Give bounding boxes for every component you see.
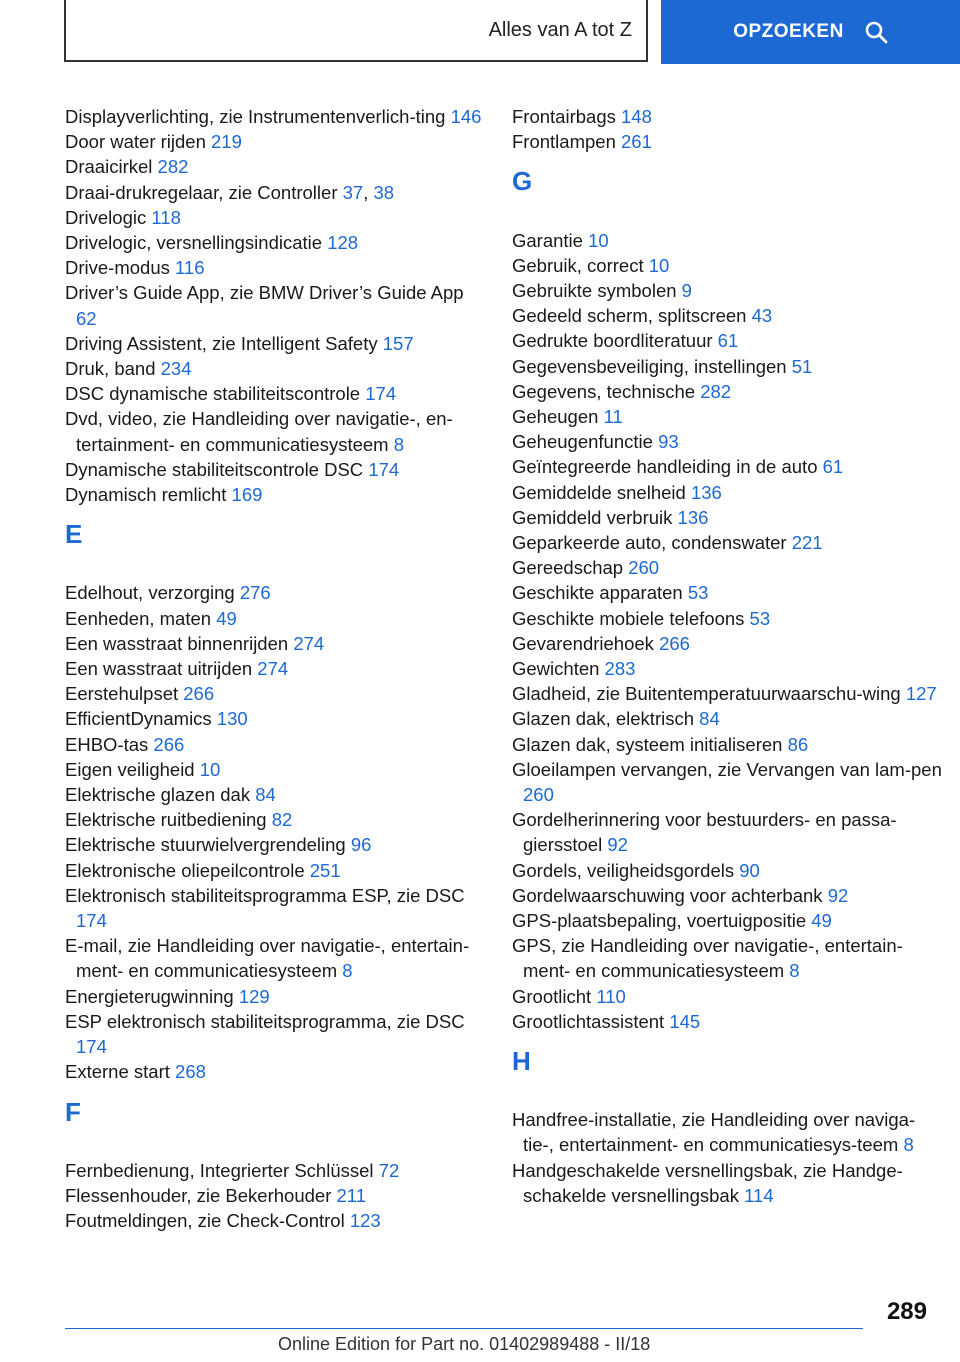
page-link[interactable]: 211: [336, 1184, 367, 1206]
index-entry: [65, 255, 485, 280]
page-link[interactable]: 174: [76, 910, 107, 932]
top-bar: [0, 0, 960, 66]
index-entry-text: Gevarendriehoek: [512, 632, 654, 654]
index-entry-text: Elektrische stuurwielvergrendeling: [65, 834, 346, 856]
page-link[interactable]: 174: [76, 1036, 107, 1058]
index-entry: [512, 883, 942, 908]
index-entry-text: Eigen veiligheid: [65, 758, 195, 780]
page-link[interactable]: 118: [151, 206, 181, 228]
index-entry: [512, 1158, 942, 1208]
page-link[interactable]: 49: [216, 607, 237, 629]
index-entry-text: Displayverlichting, zie Instrumentenverlich‐ting: [65, 106, 446, 127]
index-entry-text: Elektrische ruitbediening: [65, 809, 267, 831]
page-link[interactable]: 282: [700, 380, 732, 402]
index-entry-text: Dynamisch remlicht: [65, 484, 227, 506]
page-link[interactable]: 61: [822, 456, 844, 478]
index-entry-text: Handgeschakelde versnellingsbak, zie Handge‐schakelde versnellingsbak: [512, 1159, 903, 1206]
page-link[interactable]: 90: [739, 859, 760, 881]
index-entry: [65, 280, 485, 330]
index-entry: [65, 858, 485, 883]
index-entry-text: Fernbedienung, Integrierter Schlüssel: [65, 1159, 374, 1181]
index-entry: [512, 732, 942, 757]
index-entry-text: Draaicirkel: [65, 156, 153, 178]
index-entry: [65, 606, 485, 631]
index-entry: [512, 656, 942, 681]
index-entry-text: Draai-drukregelaar, zie Controller: [65, 181, 338, 203]
page-link[interactable]: 174: [368, 458, 400, 480]
index-entry: [512, 807, 942, 857]
page-link[interactable]: 274: [257, 658, 289, 680]
page-link[interactable]: 129: [238, 985, 270, 1007]
page-link[interactable]: 96: [350, 834, 372, 856]
index-entry: [65, 933, 485, 983]
index-entry: [512, 631, 942, 656]
index-entry: [512, 328, 942, 353]
index-section-letter: H: [512, 1046, 531, 1077]
footer-edition: Online Edition for Part no. 01402989488 - II/18: [278, 1334, 651, 1354]
index-entry-text: Frontlampen: [512, 131, 616, 153]
page-link[interactable]: 82: [271, 809, 293, 831]
index-entry: [512, 681, 942, 706]
page-link[interactable]: 174: [365, 383, 397, 405]
page-link[interactable]: 148: [621, 106, 652, 127]
index-entry: [512, 933, 942, 983]
index-entry-text: E-mail, zie Handleiding over navigatie-, entertain‐ment- en communicatiesysteem: [65, 935, 470, 982]
page-link[interactable]: 136: [677, 506, 709, 528]
index-entry-text: Drivelogic: [65, 206, 147, 228]
index-entry-text: Dvd, video, zie Handleiding over navigatie-, en‐tertainment- en communicatiesysteem: [65, 408, 453, 455]
index-entry-text: Drive-modus: [65, 257, 170, 279]
index-entry: [512, 379, 942, 404]
index-entry-text: Geschikte mobiele telefoons: [512, 607, 745, 629]
index-entry-text: Geheugenfunctie: [512, 431, 653, 453]
index-entry: [65, 580, 485, 605]
index-entry-text: Gedrukte boordliteratuur: [512, 330, 713, 352]
page-link[interactable]: 127: [905, 683, 937, 705]
page-link[interactable]: 10: [648, 254, 670, 276]
page-link[interactable]: 268: [175, 1061, 206, 1083]
page-link[interactable]: 53: [687, 582, 709, 604]
page-link[interactable]: 169: [231, 484, 263, 506]
index-entry-text: Druk, band: [65, 358, 156, 380]
index-entry-text: Gewichten: [512, 658, 600, 680]
index-entry-text: Gloeilampen vervangen, zie Vervangen van lam‐pen: [512, 758, 942, 780]
page-link[interactable]: 274: [293, 632, 325, 654]
page-link[interactable]: 8: [393, 433, 405, 455]
index-entry: [65, 482, 485, 507]
index-entry-text: Geschikte apparaten: [512, 582, 683, 604]
index-entry: [65, 984, 485, 1009]
page-link[interactable]: 86: [787, 733, 809, 755]
page-link[interactable]: 11: [603, 406, 623, 428]
page-link[interactable]: 62: [76, 307, 97, 329]
index-entry-text: Glazen dak, systeem initialiseren: [512, 733, 783, 755]
index-entry: [65, 205, 485, 230]
index-entry: [512, 984, 942, 1009]
index-entry: [512, 606, 942, 631]
index-entry-text: Gordels, veiligheidsgordels: [512, 859, 735, 881]
index-entry: [65, 356, 485, 381]
tab-alles-van-a-tot-z[interactable]: [64, 0, 648, 62]
page-link[interactable]: 61: [717, 330, 739, 352]
page-link[interactable]: 282: [157, 156, 189, 178]
index-entry-text: Eenheden, maten: [65, 607, 212, 629]
page-link[interactable]: 10: [199, 758, 221, 780]
index-entry: [512, 228, 942, 253]
index-entry-text: Een wasstraat uitrijden: [65, 658, 253, 680]
page-link[interactable]: 266: [183, 683, 215, 705]
tab-label: Alles van A tot Z: [488, 18, 632, 41]
index-entry: [65, 381, 485, 406]
page-link[interactable]: 49: [811, 910, 832, 932]
index-entry-text: Gordelwaarschuwing voor achterbank: [512, 884, 823, 906]
index-entry-text: Een wasstraat binnenrijden: [65, 632, 289, 654]
index-entry-text: Garantie: [512, 229, 583, 251]
index-entry-text: Geheugen: [512, 406, 599, 428]
page-link[interactable]: 136: [690, 481, 722, 503]
page-link[interactable]: 266: [153, 733, 185, 755]
index-entry: [512, 757, 942, 807]
index-entry-text: GPS-plaatsbepaling, voertuigpositie: [512, 910, 807, 932]
footer-divider: [65, 1328, 863, 1329]
index-entry-text: Gemiddeld verbruik: [512, 506, 673, 528]
index-entry: [65, 681, 485, 706]
index-entry: [65, 656, 485, 681]
page-link[interactable]: 260: [628, 557, 660, 579]
index-entry: [65, 631, 485, 656]
index-entry-text: Elektrische glazen dak: [65, 784, 251, 806]
page-link[interactable]: 276: [239, 582, 271, 604]
index-entry: [512, 404, 942, 429]
page-link[interactable]: 110: [596, 985, 626, 1007]
index-entry-text: Eerstehulpset: [65, 683, 179, 705]
page-number: 289: [886, 1298, 927, 1325]
page-link[interactable]: 146: [450, 106, 482, 127]
index-entry: [512, 580, 942, 605]
page-link[interactable]: 84: [255, 784, 276, 806]
index-entry-text: Elektronische oliepeilcontrole: [65, 859, 305, 881]
page-link[interactable]: 8: [903, 1134, 914, 1156]
index-entry: [512, 429, 942, 454]
index-entry: [65, 1009, 485, 1059]
page-link[interactable]: 93: [658, 431, 679, 453]
index-entry: [512, 1107, 942, 1157]
index-entry-text: Elektronisch stabiliteitsprogramma ESP, zie DSC: [65, 884, 465, 906]
index-entry: [65, 832, 485, 857]
index-entry: [65, 406, 485, 456]
index-entry: [512, 354, 942, 379]
index-entry-text: Gedeeld scherm, splitscreen: [512, 305, 747, 327]
index-section-letter: G: [512, 166, 533, 197]
index-entry: [65, 104, 485, 129]
index-entry: [65, 331, 485, 356]
index-entry-text: Grootlicht: [512, 985, 592, 1007]
page-link[interactable]: 8: [342, 960, 353, 982]
page-link[interactable]: 116: [175, 257, 205, 279]
index-entry-text: Gladheid, zie Buitentemperatuurwaarschu‐wing: [512, 683, 901, 705]
index-entry: [512, 104, 942, 129]
page-link[interactable]: 92: [827, 884, 849, 906]
index-column-right: [512, 104, 942, 1208]
index-entry-text: Foutmeldingen, zie Check-Control: [65, 1210, 345, 1232]
index-section-letter: E: [65, 519, 83, 550]
page-link[interactable]: 128: [327, 232, 359, 254]
page-link[interactable]: 92: [607, 834, 628, 856]
index-entry: [65, 129, 485, 154]
index-entry-text: Glazen dak, elektrisch: [512, 708, 695, 730]
index-entry-text: Driver’s Guide App, zie BMW Driver’s Guide App: [65, 282, 464, 304]
index-entry-text: EfficientDynamics: [65, 708, 212, 730]
page-link[interactable]: 114: [744, 1184, 774, 1206]
index-entry-text: Gereedschap: [512, 557, 624, 579]
index-entry-text: Gemiddelde snelheid: [512, 481, 686, 503]
index-entry-text: Gebruik, correct: [512, 254, 644, 276]
index-entry-text: Drivelogic, versnellingsindicatie: [65, 232, 323, 254]
index-entry: [512, 858, 942, 883]
index-column-left: [65, 104, 485, 1233]
index-entry: [512, 278, 942, 303]
page-link[interactable]: 130: [216, 708, 248, 730]
page-link[interactable]: 43: [751, 305, 773, 327]
page-link[interactable]: 37: [342, 181, 364, 203]
index-entry: [512, 253, 942, 278]
index-entry: [512, 908, 942, 933]
page-link[interactable]: 123: [349, 1210, 381, 1232]
index-entry: [512, 530, 942, 555]
index-entry: [65, 154, 485, 179]
page-link[interactable]: 261: [621, 131, 652, 153]
index-entry: [65, 757, 485, 782]
index-entry: [512, 706, 942, 731]
page-link[interactable]: 72: [378, 1159, 400, 1181]
index-entry: [65, 1158, 485, 1183]
page-link[interactable]: 10: [588, 229, 609, 251]
index-entry: [512, 129, 942, 154]
index-entry: Draai-drukregelaar, zie Controller 37, 38: [65, 181, 395, 203]
page-link[interactable]: 219: [211, 131, 242, 153]
index-entry: [65, 732, 485, 757]
index-entry: [512, 555, 942, 580]
search-icon: [864, 20, 888, 44]
index-entry-text: Driving Assistent, zie Intelligent Safety: [65, 332, 378, 354]
index-entry-text: Externe start: [65, 1061, 170, 1083]
page-link[interactable]: 260: [523, 784, 554, 806]
page-link[interactable]: 9: [681, 280, 692, 301]
index-entry: [512, 1009, 942, 1034]
index-entry-text: Geparkeerde auto, condenswater: [512, 532, 787, 554]
page-link[interactable]: 221: [791, 532, 823, 554]
search-button-label: OPZOEKEN: [733, 21, 844, 42]
index-entry-text: Gordelherinnering voor bestuurders- en passa‐giersstoel: [512, 809, 897, 856]
index-entry: [512, 454, 942, 479]
page-link[interactable]: 251: [309, 859, 341, 881]
index-entry: [65, 1208, 485, 1233]
page-link[interactable]: 234: [160, 358, 192, 380]
index-entry: [65, 883, 485, 933]
index-entry-text: Gegevens, technische: [512, 380, 696, 402]
index-entry-text: GPS, zie Handleiding over navigatie-, entertain‐ment- en communicatiesysteem: [512, 935, 903, 982]
index-entry-text: Gebruikte symbolen: [512, 280, 677, 301]
index-entry: [65, 1183, 485, 1208]
index-entry-text: EHBO-tas: [65, 733, 149, 755]
page-link[interactable]: 8: [789, 960, 800, 982]
index-entry-text: Gegevensbeveiliging, instellingen: [512, 355, 787, 377]
index-entry-text: Energieterugwinning: [65, 985, 234, 1007]
index-entry-text: Edelhout, verzorging: [65, 582, 235, 604]
index-entry: [65, 1059, 485, 1084]
index-entry: [65, 706, 485, 731]
page-link[interactable]: 53: [749, 607, 771, 629]
page-link[interactable]: 38: [373, 181, 395, 203]
index-entry-text: Frontairbags: [512, 106, 616, 127]
index-entry: [65, 457, 485, 482]
index-entry-text: Door water rijden: [65, 131, 206, 153]
page-link[interactable]: 145: [669, 1010, 701, 1032]
index-entry: [65, 230, 485, 255]
index-entry: [65, 807, 485, 832]
page-link[interactable]: 51: [791, 355, 813, 377]
page-link[interactable]: 84: [699, 708, 720, 730]
index-entry-text: Dynamische stabiliteitscontrole DSC: [65, 458, 364, 480]
page-link[interactable]: 157: [382, 332, 414, 354]
index-entry: [65, 782, 485, 807]
index-entry-text: Geïntegreerde handleiding in de auto: [512, 456, 818, 478]
index-section-letter: F: [65, 1096, 81, 1127]
index-entry: [512, 303, 942, 328]
page-link[interactable]: 283: [604, 658, 636, 680]
index-entry-text: ESP elektronisch stabiliteitsprogramma, zie DSC: [65, 1010, 465, 1032]
index-entry-text: Handfree-installatie, zie Handleiding over naviga‐tie-, entertainment- en communicatiesys‐teem: [512, 1109, 916, 1156]
index-entry-text: Grootlichtassistent: [512, 1010, 665, 1032]
index-entry: [512, 505, 942, 530]
index-entry: [512, 480, 942, 505]
index-entry-text: DSC dynamische stabiliteitscontrole: [65, 383, 361, 405]
index-entry-text: Flessenhouder, zie Bekerhouder: [65, 1184, 332, 1206]
search-button[interactable]: [661, 0, 960, 64]
page-link[interactable]: 266: [659, 632, 690, 654]
